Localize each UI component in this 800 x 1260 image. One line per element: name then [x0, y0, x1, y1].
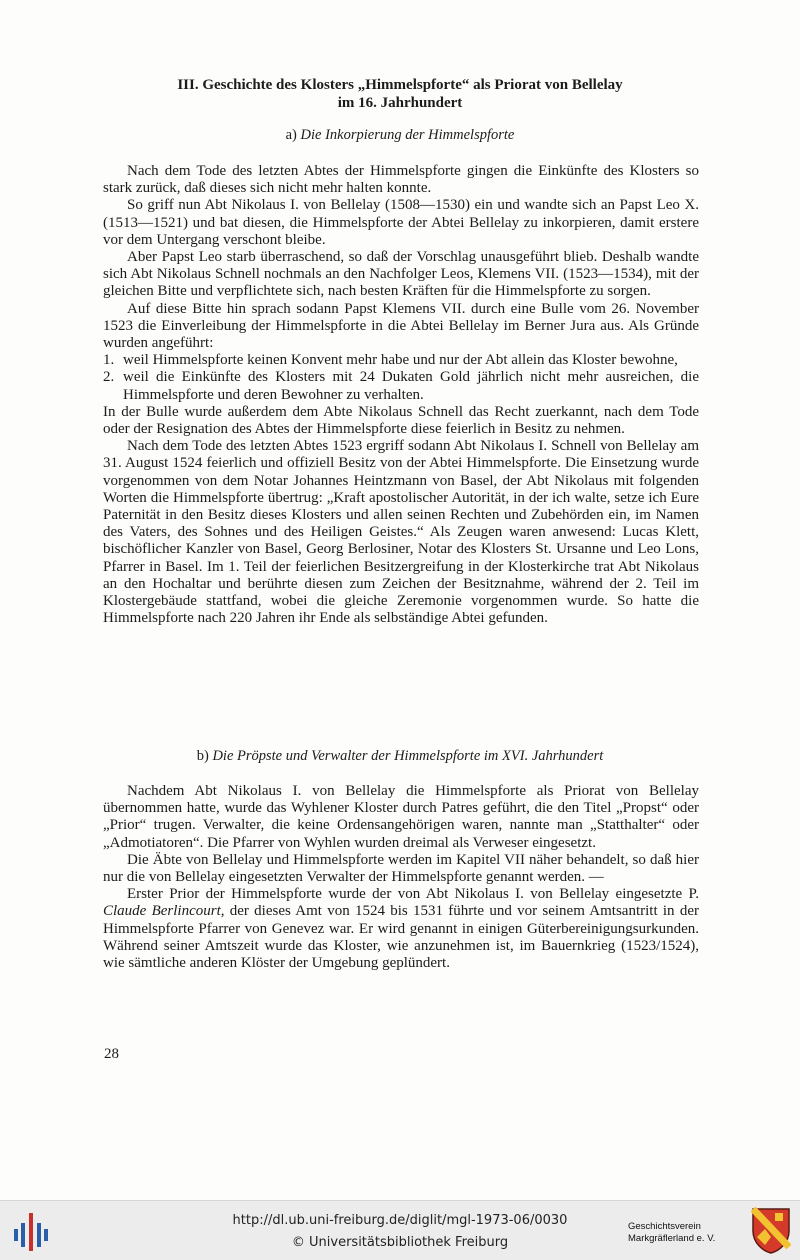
society-name — [628, 1221, 748, 1245]
section-b-heading — [100, 747, 700, 765]
section-b-prefix: b) — [196, 748, 209, 764]
digital-library-logo-icon[interactable] — [12, 1211, 52, 1253]
list-item — [103, 352, 699, 369]
list-item-number: 1. — [103, 352, 115, 369]
paragraph — [103, 886, 699, 972]
person-name: Claude Berlincourt, — [103, 903, 225, 920]
page-number: 28 — [104, 1046, 119, 1062]
paragraph: In der Bulle wurde außerdem dem Abte Nikolaus Schnell das Recht zuerkannt, nach dem Tode oder der Resignation des Abtes der Himmelspforte diese feierlich in Besitz zu nehmen. — [103, 403, 699, 438]
section-a-body — [103, 163, 699, 627]
paragraph: So griff nun Abt Nikolaus I. von Bellelay (1508—1530) ein und wandte sich an Papst Leo X. (1513—1521) und bat diesen, die Himmelspforte der Abtei Bellelay zu inkorpieren, damit erstere vor dem Untergang verschont bleibe. — [103, 197, 699, 248]
chapter-heading-line1: III. Geschichte des Klosters „Himmelspforte“ als Priorat von Bellelay — [177, 77, 623, 93]
list-item-text: weil die Einkünfte des Klosters mit 24 Dukaten Gold jährlich nicht mehr ausreichen, die Himmelspforte und deren Bewohner zu verhalten. — [123, 369, 699, 403]
paragraph: Auf diese Bitte hin sprach sodann Papst Klemens VII. durch eine Bulle vom 26. November 1523 die Einverleibung der Himmelspforte in die Abtei Bellelay im Berner Jura aus. Als Gründe wurden angeführt: — [103, 300, 699, 352]
section-a-prefix: a) — [285, 127, 297, 143]
paragraph-text: Erster Prior der Himmelspforte wurde der von Abt Nikolaus I. von Bellelay eingesetzte P. — [127, 886, 699, 903]
paragraph: Die Äbte von Bellelay und Himmelspforte werden im Kapitel VII näher behandelt, so daß hier nur die von Bellelay eingesetzten Verwalter der Himmelspforte genannt werden. — — [103, 851, 699, 886]
section-b-body — [103, 783, 699, 972]
section-a-heading — [100, 126, 700, 144]
permalink-url[interactable]: http://dl.ub.uni-freiburg.de/diglit/mgl-1973-06/0030 — [232, 1213, 568, 1228]
society-name-line2: Markgräflerland e. V. — [628, 1233, 716, 1244]
paragraph-text: der dieses Amt von 1524 bis 1531 führte und vor seinem Amtsantritt in der Himmelspforte Pfarrer von Genevez war. Er wird genannt in einigen Güterbereinigungsurkunden. Während seiner Amtszeit wurde das Kloster, wie anzunehmen ist, im Bauernkrieg (1523/1524), wie sämtliche anderen Klöster der Umgebung geplündert. — [103, 903, 699, 972]
paragraph: Nach dem Tode des letzten Abtes 1523 ergriff sodann Abt Nikolaus I. Schnell von Bellelay am 31. August 1524 feierlich und offiziell Besitz von der Abtei Himmelspforte. Die Einsetzung wurde vorgenommen von dem Notar Johannes Heintzmann von Basel, der Abt Nikolaus mit folgenden Worten die Himmelspforte übertrug: „Kraft apostolischer Autorität, in der ich walte, setze ich Eure Paternität in den Besitz dieses Klosters und allen seinen Rechten und Zubehörden ein, im Namen des Vaters, des Sohnes und des Heiligen Geistes.“ Als Zeugen waren anwesend: Lucas Klett, bischöflicher Kanzler von Basel, Georg Berlosiner, Notar des Klosters St. Ursanne und Leo Lons, Pfarrer in Basel. Im 1. Teil der feierlichen Besitzergreifung in der Klosterkirche trat Abt Nikolaus an den Hochaltar und berührte diesen zum Zeichen der Besitznahme, während der 2. Teil im Klostergebäude stattfand, wobei die gleiche Zeremonie vorgenommen wurde. So hatte die Himmelspforte nach 220 Jahren ihr Ende als selbständige Abtei gefunden. — [103, 438, 699, 627]
society-name-line1: Geschichtsverein — [628, 1221, 701, 1232]
section-b-title: Die Pröpste und Verwalter der Himmelspforte im XVI. Jahrhundert — [212, 748, 604, 764]
footer-bar — [0, 1200, 800, 1260]
chapter-heading — [100, 76, 700, 112]
coat-of-arms-icon — [751, 1207, 791, 1255]
copyright-notice: © Universitätsbibliothek Freiburg — [291, 1235, 509, 1250]
chapter-heading-line2: im 16. Jahrhundert — [337, 95, 463, 111]
paragraph: Nach dem Tode des letzten Abtes der Himmelspforte gingen die Einkünfte des Klosters so stark zurück, daß dieses sich nicht mehr halten konnte. — [103, 163, 699, 197]
list-item-number: 2. — [103, 369, 115, 386]
paragraph: Nachdem Abt Nikolaus I. von Bellelay die Himmelspforte als Priorat von Bellelay übernommen hatte, wurde das Wyhlener Kloster durch Patres geführt, die den Titel „Propst“ oder „Prior“ trugen. Verwalter, die keine Ordensangehörigen waren, nannte man „Statthalter“ oder „Admotiatoren“. Die Pfarrer von Wyhlen wurden dreimal als Verweser eingesetzt. — [103, 783, 699, 851]
section-a-title: Die Inkorpierung der Himmelspforte — [300, 127, 515, 143]
list-item-text: weil Himmelspforte keinen Konvent mehr habe und nur der Abt allein das Kloster bewohne, — [123, 352, 678, 369]
list-item — [103, 369, 699, 403]
paragraph: Aber Papst Leo starb überraschend, so daß der Vorschlag unausgeführt blieb. Deshalb wandte sich Abt Nikolaus Schnell nochmals an den Nachfolger Leos, Klemens VII. (1523—1534), mit der gleichen Bitte und verpflichtete sich, nach besten Kräften für die Himmelspforte zu sorgen. — [103, 249, 699, 300]
